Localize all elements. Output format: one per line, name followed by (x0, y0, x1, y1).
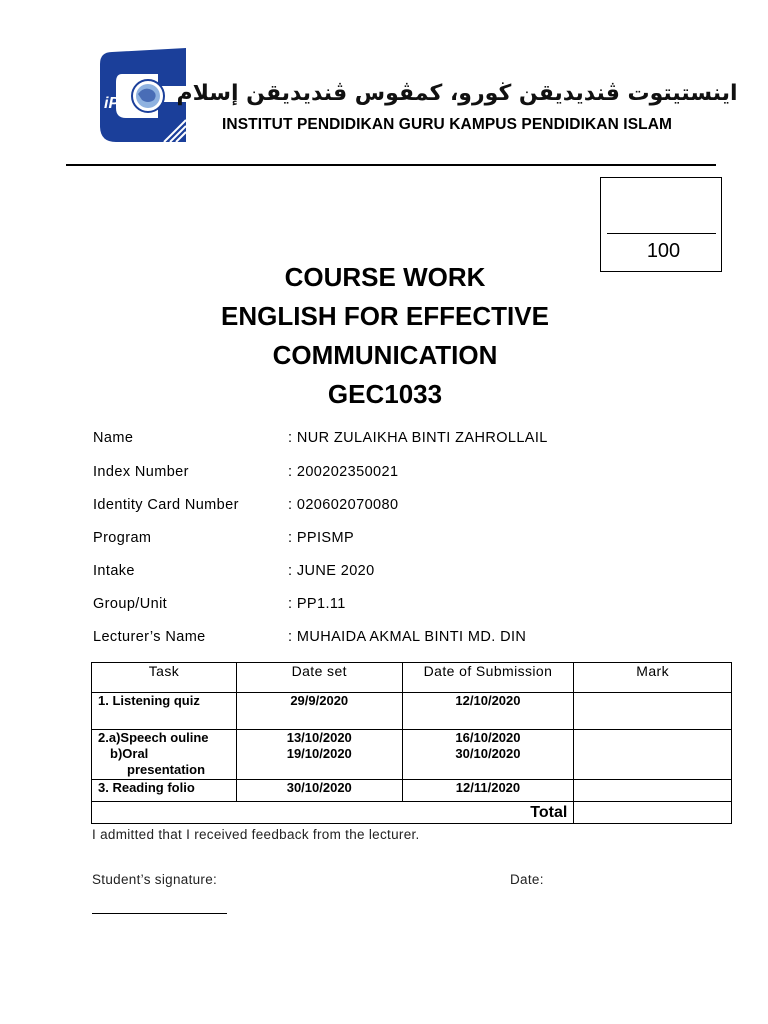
intake-label: Intake (93, 563, 135, 579)
total-mark-cell (574, 802, 732, 824)
program-value: : PPISMP (288, 530, 355, 546)
task-cell: 2.a)Speech ouline b)Oral presentation (92, 730, 237, 780)
svg-text:اينستيتوت ڤنديديقن ڬورو، كمڤوس: اينستيتوت ڤنديديقن ڬورو، كمڤوس ڤنديديقن إسلام (176, 81, 738, 106)
index-number-label: Index Number (93, 464, 189, 480)
header-divider (66, 164, 716, 166)
name-label: Name (93, 430, 134, 446)
date-set-cell: 29/9/2020 (236, 693, 402, 730)
score-blank-line (607, 233, 716, 234)
submission-cell: 16/10/2020 30/10/2020 (402, 730, 574, 780)
intake-value: : JUNE 2020 (288, 563, 375, 579)
lecturer-label: Lecturer’s Name (93, 629, 206, 645)
score-total: 100 (646, 240, 681, 262)
svg-text:iPG: iPG (104, 95, 132, 112)
mark-cell (574, 693, 732, 730)
task-cell: 1. Listening quiz (92, 693, 237, 730)
title-line-3: COMMUNICATION (272, 340, 498, 370)
ic-number-value: : 020602070080 (288, 497, 399, 513)
mark-cell (574, 730, 732, 780)
name-value: : NUR ZULAIKHA BINTI ZAHROLLAIL (288, 430, 548, 446)
jawi-institution-name (176, 70, 738, 110)
feedback-statement: I admitted that I received feedback from the lecturer. (92, 827, 420, 842)
task-table (91, 662, 732, 824)
task-cell: 3. Reading folio (92, 780, 237, 802)
group-unit-value: : PP1.11 (288, 596, 346, 612)
table-header-row (92, 663, 732, 693)
index-number-value: : 200202350021 (288, 464, 399, 480)
ipg-logo (92, 46, 190, 144)
table-row (92, 730, 732, 780)
date-set-cell: 13/10/2020 19/10/2020 (236, 730, 402, 780)
institution-name: INSTITUT PENDIDIKAN GURU KAMPUS PENDIDIKAN ISLAM (222, 116, 673, 133)
total-row (92, 802, 732, 824)
signature-line (92, 913, 227, 914)
header-task: Task (92, 663, 237, 693)
table-row (92, 780, 732, 802)
group-unit-label: Group/Unit (93, 596, 168, 612)
header-date-set: Date set (236, 663, 402, 693)
header-mark: Mark (574, 663, 732, 693)
date-label: Date: (510, 872, 544, 887)
signature-label: Student’s signature: (92, 872, 218, 887)
title-line-1: COURSE WORK (284, 262, 486, 292)
title-line-2: ENGLISH FOR EFFECTIVE (221, 301, 549, 331)
submission-cell: 12/11/2020 (402, 780, 574, 802)
mark-cell (574, 780, 732, 802)
ic-number-label: Identity Card Number (93, 497, 239, 513)
lecturer-value: : MUHAIDA AKMAL BINTI MD. DIN (288, 629, 527, 645)
program-label: Program (93, 530, 152, 546)
total-label: Total (92, 802, 574, 824)
date-set-cell: 30/10/2020 (236, 780, 402, 802)
header-submission: Date of Submission (402, 663, 574, 693)
submission-cell: 12/10/2020 (402, 693, 574, 730)
table-row (92, 693, 732, 730)
course-code: GEC1033 (327, 379, 443, 409)
